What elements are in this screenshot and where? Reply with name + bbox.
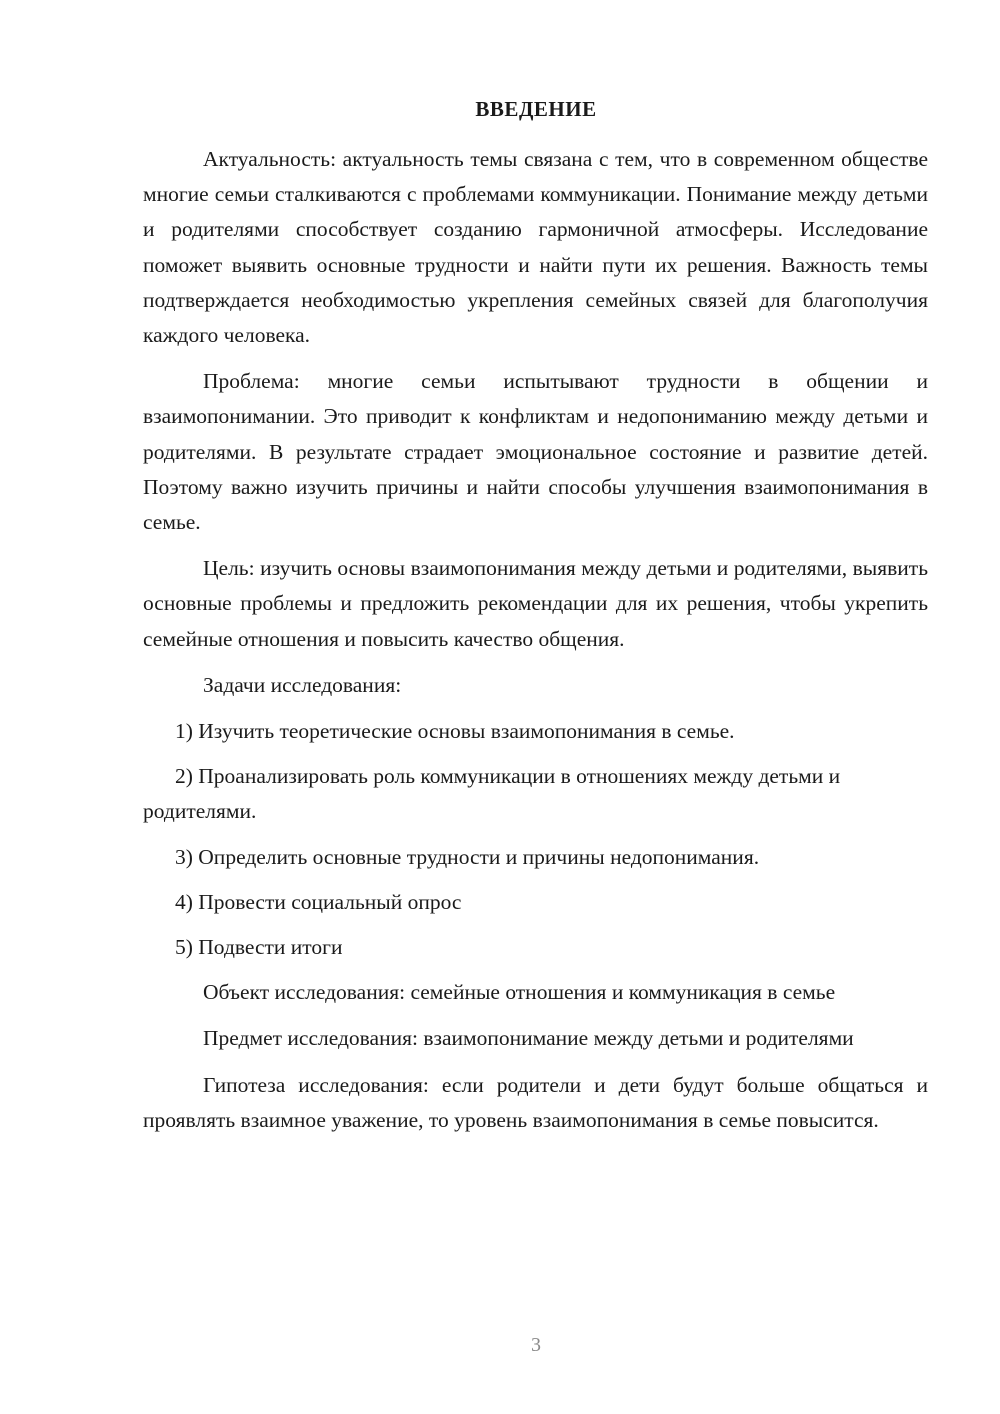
- object-paragraph: Объект исследования: семейные отношения и коммуникация в семье: [203, 980, 836, 1005]
- task-item: 5) Подвести итоги: [175, 935, 343, 960]
- goal-paragraph: Цель: изучить основы взаимопонимания между детьми и родителями, выявить основные проблемы и предложить рекомендации для их решения, чтобы укрепить семейные отношения и повысить качество общения.: [143, 556, 928, 651]
- hypothesis-paragraph: Гипотеза исследования: если родители и дети будут больше общаться и проявлять взаимное уважение, то уровень взаимопонимания в семье повысится.: [143, 1072, 928, 1132]
- problem-paragraph: Проблема: многие семьи испытывают трудности в общении и взаимопонимании. Это приводит к конфликтам и недопониманию между детьми и родителями. В результате страдает эмоциональное состояние и развитие детей. Поэтому важно изучить причины и найти способы улучшения взаимопонимания в семье.: [143, 369, 928, 535]
- document-body: [143, 142, 928, 1149]
- page-number: 3: [531, 1334, 541, 1356]
- task-item: 3) Определить основные трудности и причины недопонимания.: [175, 844, 760, 869]
- tasks-heading: Задачи исследования:: [203, 672, 402, 697]
- subject-paragraph: Предмет исследования: взаимопонимание между детьми и родителями: [203, 1026, 854, 1051]
- page-title: ВВЕДЕНИЕ: [475, 97, 597, 121]
- relevance-paragraph: Актуальность: актуальность темы связана с тем, что в современном обществе многие семьи сталкиваются с проблемами коммуникации. Понимание между детьми и родителями способствует созданию гармоничной атмосферы. Исследование поможет выявить основные трудности и найти пути их решения. Важность темы подтверждается необходимостью укрепления семейных связей для благополучия каждого человека.: [143, 147, 928, 348]
- task-item: 2) Проанализировать роль коммуникации в отношениях между детьми и родителями.: [143, 764, 841, 824]
- task-item: 4) Провести социальный опрос: [175, 889, 462, 914]
- task-item: 1) Изучить теоретические основы взаимопонимания в семье.: [175, 719, 735, 744]
